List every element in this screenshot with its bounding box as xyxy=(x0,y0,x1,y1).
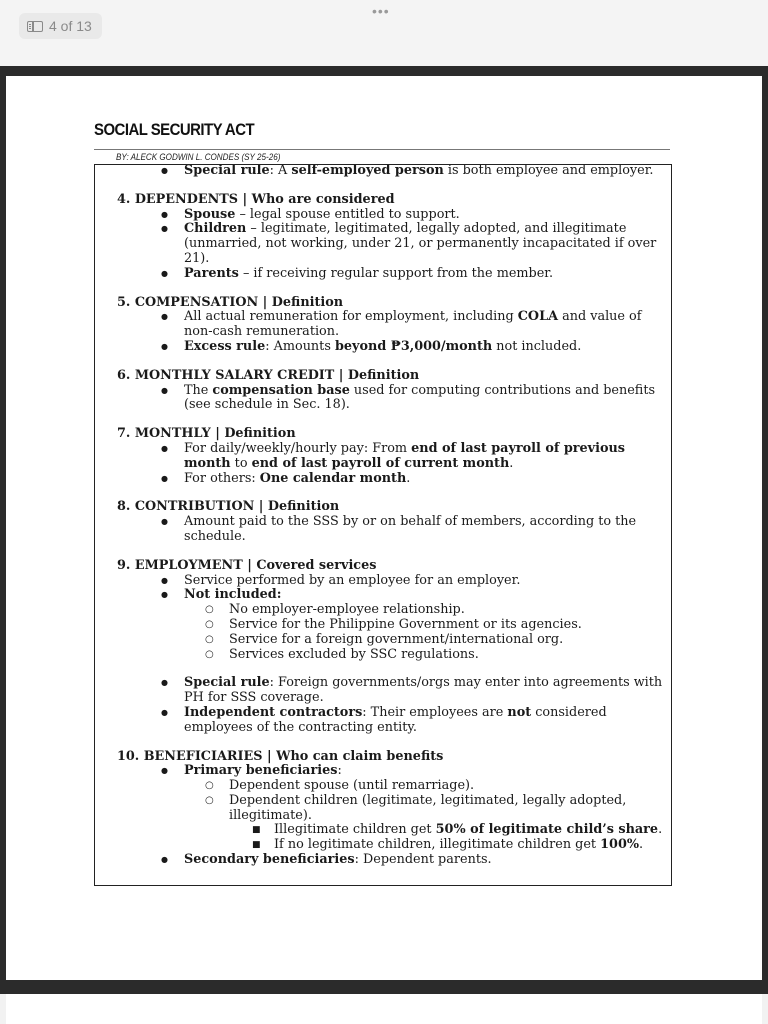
viewer-toolbar xyxy=(0,0,768,66)
sidebar-icon[interactable] xyxy=(27,21,43,32)
document-title: SOCIAL SECURITY ACT xyxy=(94,120,255,139)
sub-sub-list-item: ■ Illegitimate children get 50% of legitimate child’s share. xyxy=(95,823,671,838)
document-author: BY: ALECK GODWIN L. CONDES (SY 25-26) xyxy=(116,152,281,163)
next-page-preview xyxy=(6,994,762,1024)
list-item: ● Service performed by an employee for an employer. xyxy=(95,574,671,589)
page-indicator[interactable] xyxy=(19,13,102,39)
content-body xyxy=(95,165,671,868)
document-page xyxy=(6,76,762,980)
sub-list-item: ○ Services excluded by SSC regulations. xyxy=(95,648,671,663)
sub-list-item: ○ Service for the Philippine Government or its agencies. xyxy=(95,618,671,633)
list-item: ● Independent contractors: Their employees are not considered employees of the contracting entity. xyxy=(95,706,671,736)
sub-list-item: ○ Dependent spouse (until remarriage). xyxy=(95,779,671,794)
list-item: ● Not included: xyxy=(95,588,671,603)
more-icon[interactable]: ••• xyxy=(372,3,390,19)
list-item: ● Secondary beneficiaries: Dependent parents. xyxy=(95,853,671,868)
sub-list-item: ○ Service for a foreign government/international org. xyxy=(95,633,671,648)
section-heading: 8. CONTRIBUTION | Definition xyxy=(117,499,340,515)
list-item: ● For daily/weekly/hourly pay: From end of last payroll of previous month to end of last payroll of current month. xyxy=(95,442,671,472)
section-heading: 10. BENEFICIARIES | Who can claim benefits xyxy=(117,748,444,764)
page-indicator-label: 4 of 13 xyxy=(49,18,92,34)
list-item: ● Special rule: Foreign governments/orgs may enter into agreements with PH for SSS coverage. xyxy=(95,676,671,706)
content-box xyxy=(94,164,672,886)
list-item: ● All actual remuneration for employment, including COLA and value of non-cash remuneration. xyxy=(95,310,671,340)
sub-sub-list-item: ■ If no legitimate children, illegitimate children get 100%. xyxy=(95,838,671,853)
section-heading: 7. MONTHLY | Definition xyxy=(117,426,296,442)
section-heading: 9. EMPLOYMENT | Covered services xyxy=(117,557,377,573)
list-item: ● Children – legitimate, legitimated, legally adopted, and illegitimate (unmarried, not working, under 21, or permanently incapacitated if over 21). xyxy=(95,222,671,266)
list-item: ● Parents – if receiving regular support from the member. xyxy=(95,267,671,282)
list-item: ● Amount paid to the SSS by or on behalf of members, according to the schedule. xyxy=(95,515,671,545)
list-item: ● Special rule: A self-employed person is both employee and employer. xyxy=(95,164,671,179)
spacer xyxy=(95,662,671,676)
sub-list-item: ○ No employer-employee relationship. xyxy=(95,603,671,618)
list-item: ● Excess rule: Amounts beyond ₱3,000/month not included. xyxy=(95,340,671,355)
list-item: ● For others: One calendar month. xyxy=(95,472,671,487)
list-item: ● Spouse – legal spouse entitled to support. xyxy=(95,208,671,223)
list-item: ● The compensation base used for computing contributions and benefits (see schedule in Sec. 18). xyxy=(95,384,671,414)
section-heading: 4. DEPENDENTS | Who are considered xyxy=(117,191,395,207)
title-divider xyxy=(94,149,670,150)
section-heading: 5. COMPENSATION | Definition xyxy=(117,294,344,310)
sub-list-item: ○ Dependent children (legitimate, legitimated, legally adopted, illegitimate). xyxy=(95,794,671,824)
section-heading: 6. MONTHLY SALARY CREDIT | Definition xyxy=(117,367,420,383)
list-item: ● Primary beneficiaries: xyxy=(95,764,671,779)
